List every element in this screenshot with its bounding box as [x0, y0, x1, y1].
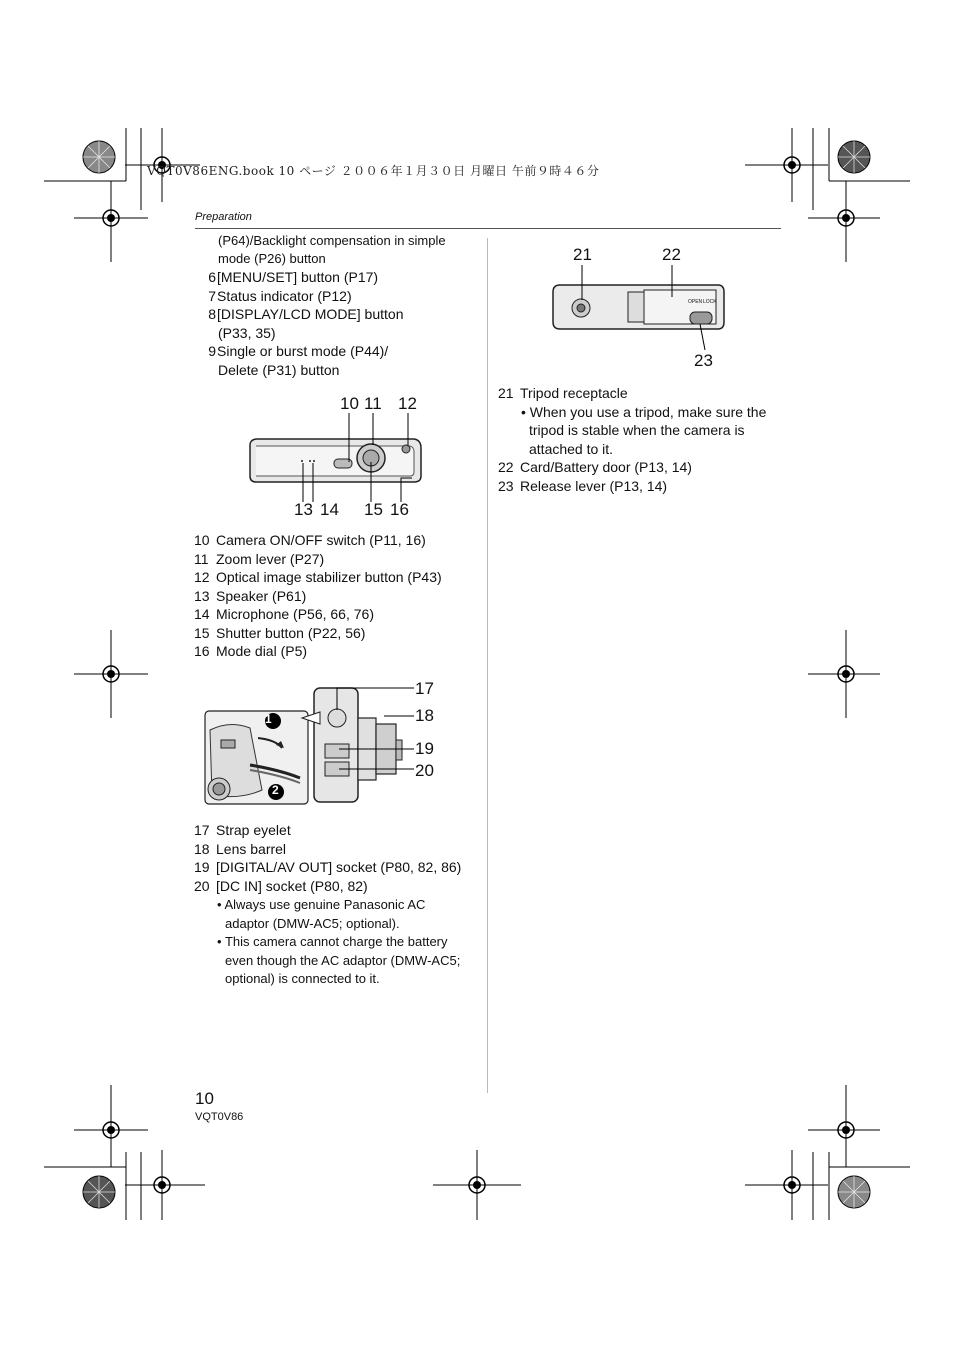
item-number: 21 — [498, 385, 514, 401]
bullet-text-cont: even though the AC adaptor (DMW-AC5; — [225, 953, 461, 968]
item-text: Microphone (P56, 66, 76) — [216, 606, 374, 622]
continued-text-line-2: mode (P26) button — [218, 251, 326, 266]
bullet-text-cont: tripod is stable when the camera is — [529, 422, 745, 438]
callout-21: 21 — [573, 245, 592, 264]
item-number: 17 — [194, 822, 210, 838]
step-1-badge: 1 — [265, 712, 272, 726]
item-number: 14 — [194, 606, 210, 622]
list-item — [498, 458, 692, 477]
callout-12: 12 — [398, 394, 417, 413]
item-text-cont: (P33, 35) — [218, 325, 276, 341]
callout-23: 23 — [694, 351, 713, 370]
callout-17: 17 — [415, 679, 434, 698]
bullet-mark: • — [217, 897, 222, 912]
item-number: 13 — [194, 588, 210, 604]
continued-text-line-1: (P64)/Backlight compensation in simple — [218, 233, 446, 248]
bullet-mark: • — [217, 934, 222, 949]
list-item — [498, 477, 667, 496]
print-info-header: VQT0V86ENG.book 10 ページ ２００６年１月３０日 月曜日 午前９時４６分 — [147, 164, 600, 178]
item-text: Lens barrel — [216, 841, 287, 857]
item-number: 7 — [208, 288, 216, 304]
item-number: 8 — [208, 306, 216, 322]
item-text-cont: Delete (P31) button — [218, 362, 340, 378]
bullet-text-cont: optional) is connected to it. — [225, 971, 380, 986]
item-text: Shutter button (P22, 56) — [216, 625, 366, 641]
callout-15: 15 — [364, 500, 383, 519]
item-text: Single or burst mode (P44)/ — [217, 343, 389, 359]
callout-10: 10 — [340, 394, 359, 413]
callout-11: 11 — [364, 394, 382, 413]
callout-19: 19 — [415, 739, 434, 758]
callout-18: 18 — [415, 706, 434, 725]
section-title: Preparation — [195, 211, 252, 223]
bullet-text: This camera cannot charge the battery — [224, 934, 448, 949]
page-number: 10 — [195, 1089, 214, 1108]
item-number: 9 — [208, 343, 216, 359]
bullet-text-cont: adaptor (DMW-AC5; optional). — [225, 916, 400, 931]
item-text: Card/Battery door (P13, 14) — [520, 459, 692, 475]
item-text: [DC IN] socket (P80, 82) — [216, 878, 368, 894]
item-text: Speaker (P61) — [216, 588, 307, 604]
item-text: Strap eyelet — [216, 822, 291, 838]
list-item — [498, 384, 628, 403]
item-number: 12 — [194, 569, 210, 585]
callout-14: 14 — [320, 500, 339, 519]
item-text: [DIGITAL/AV OUT] socket (P80, 82, 86) — [216, 859, 462, 875]
item-number: 6 — [208, 269, 216, 285]
item-number: 16 — [194, 643, 210, 659]
item-text: Mode dial (P5) — [216, 643, 308, 659]
item-number: 23 — [498, 478, 514, 494]
item-number: 10 — [194, 532, 210, 548]
door-label-open: OPEN — [688, 299, 703, 305]
item-number: 20 — [194, 878, 210, 894]
item-text: Status indicator (P12) — [217, 288, 352, 304]
callout-16: 16 — [390, 500, 409, 519]
bullet-text: Always use genuine Panasonic AC — [224, 897, 426, 912]
item-text: Release lever (P13, 14) — [520, 478, 668, 494]
door-label-lock: LOCK — [703, 299, 717, 305]
item-text: Tripod receptacle — [520, 385, 628, 401]
item-text: Optical image stabilizer button (P43) — [216, 569, 442, 585]
callout-20: 20 — [415, 761, 434, 780]
bullet-mark: • — [521, 404, 526, 420]
item-number: 19 — [194, 859, 210, 875]
callout-22: 22 — [662, 245, 681, 264]
document-code: VQT0V86 — [195, 1111, 244, 1123]
callout-13: 13 — [294, 500, 313, 519]
item-text: Camera ON/OFF switch (P11, 16) — [216, 532, 426, 548]
bullet-text: When you use a tripod, make sure the — [529, 404, 767, 420]
item-number: 18 — [194, 841, 210, 857]
item-text: Zoom lever (P27) — [216, 551, 325, 567]
bullet-text-cont: attached to it. — [529, 441, 614, 457]
item-number: 22 — [498, 459, 514, 475]
bullet-item — [521, 403, 766, 422]
item-number: 15 — [194, 625, 210, 641]
item-text: [DISPLAY/LCD MODE] button — [217, 306, 404, 322]
item-text: [MENU/SET] button (P17) — [217, 269, 379, 285]
step-2-badge: 2 — [272, 783, 279, 797]
item-number: 11 — [194, 551, 209, 567]
